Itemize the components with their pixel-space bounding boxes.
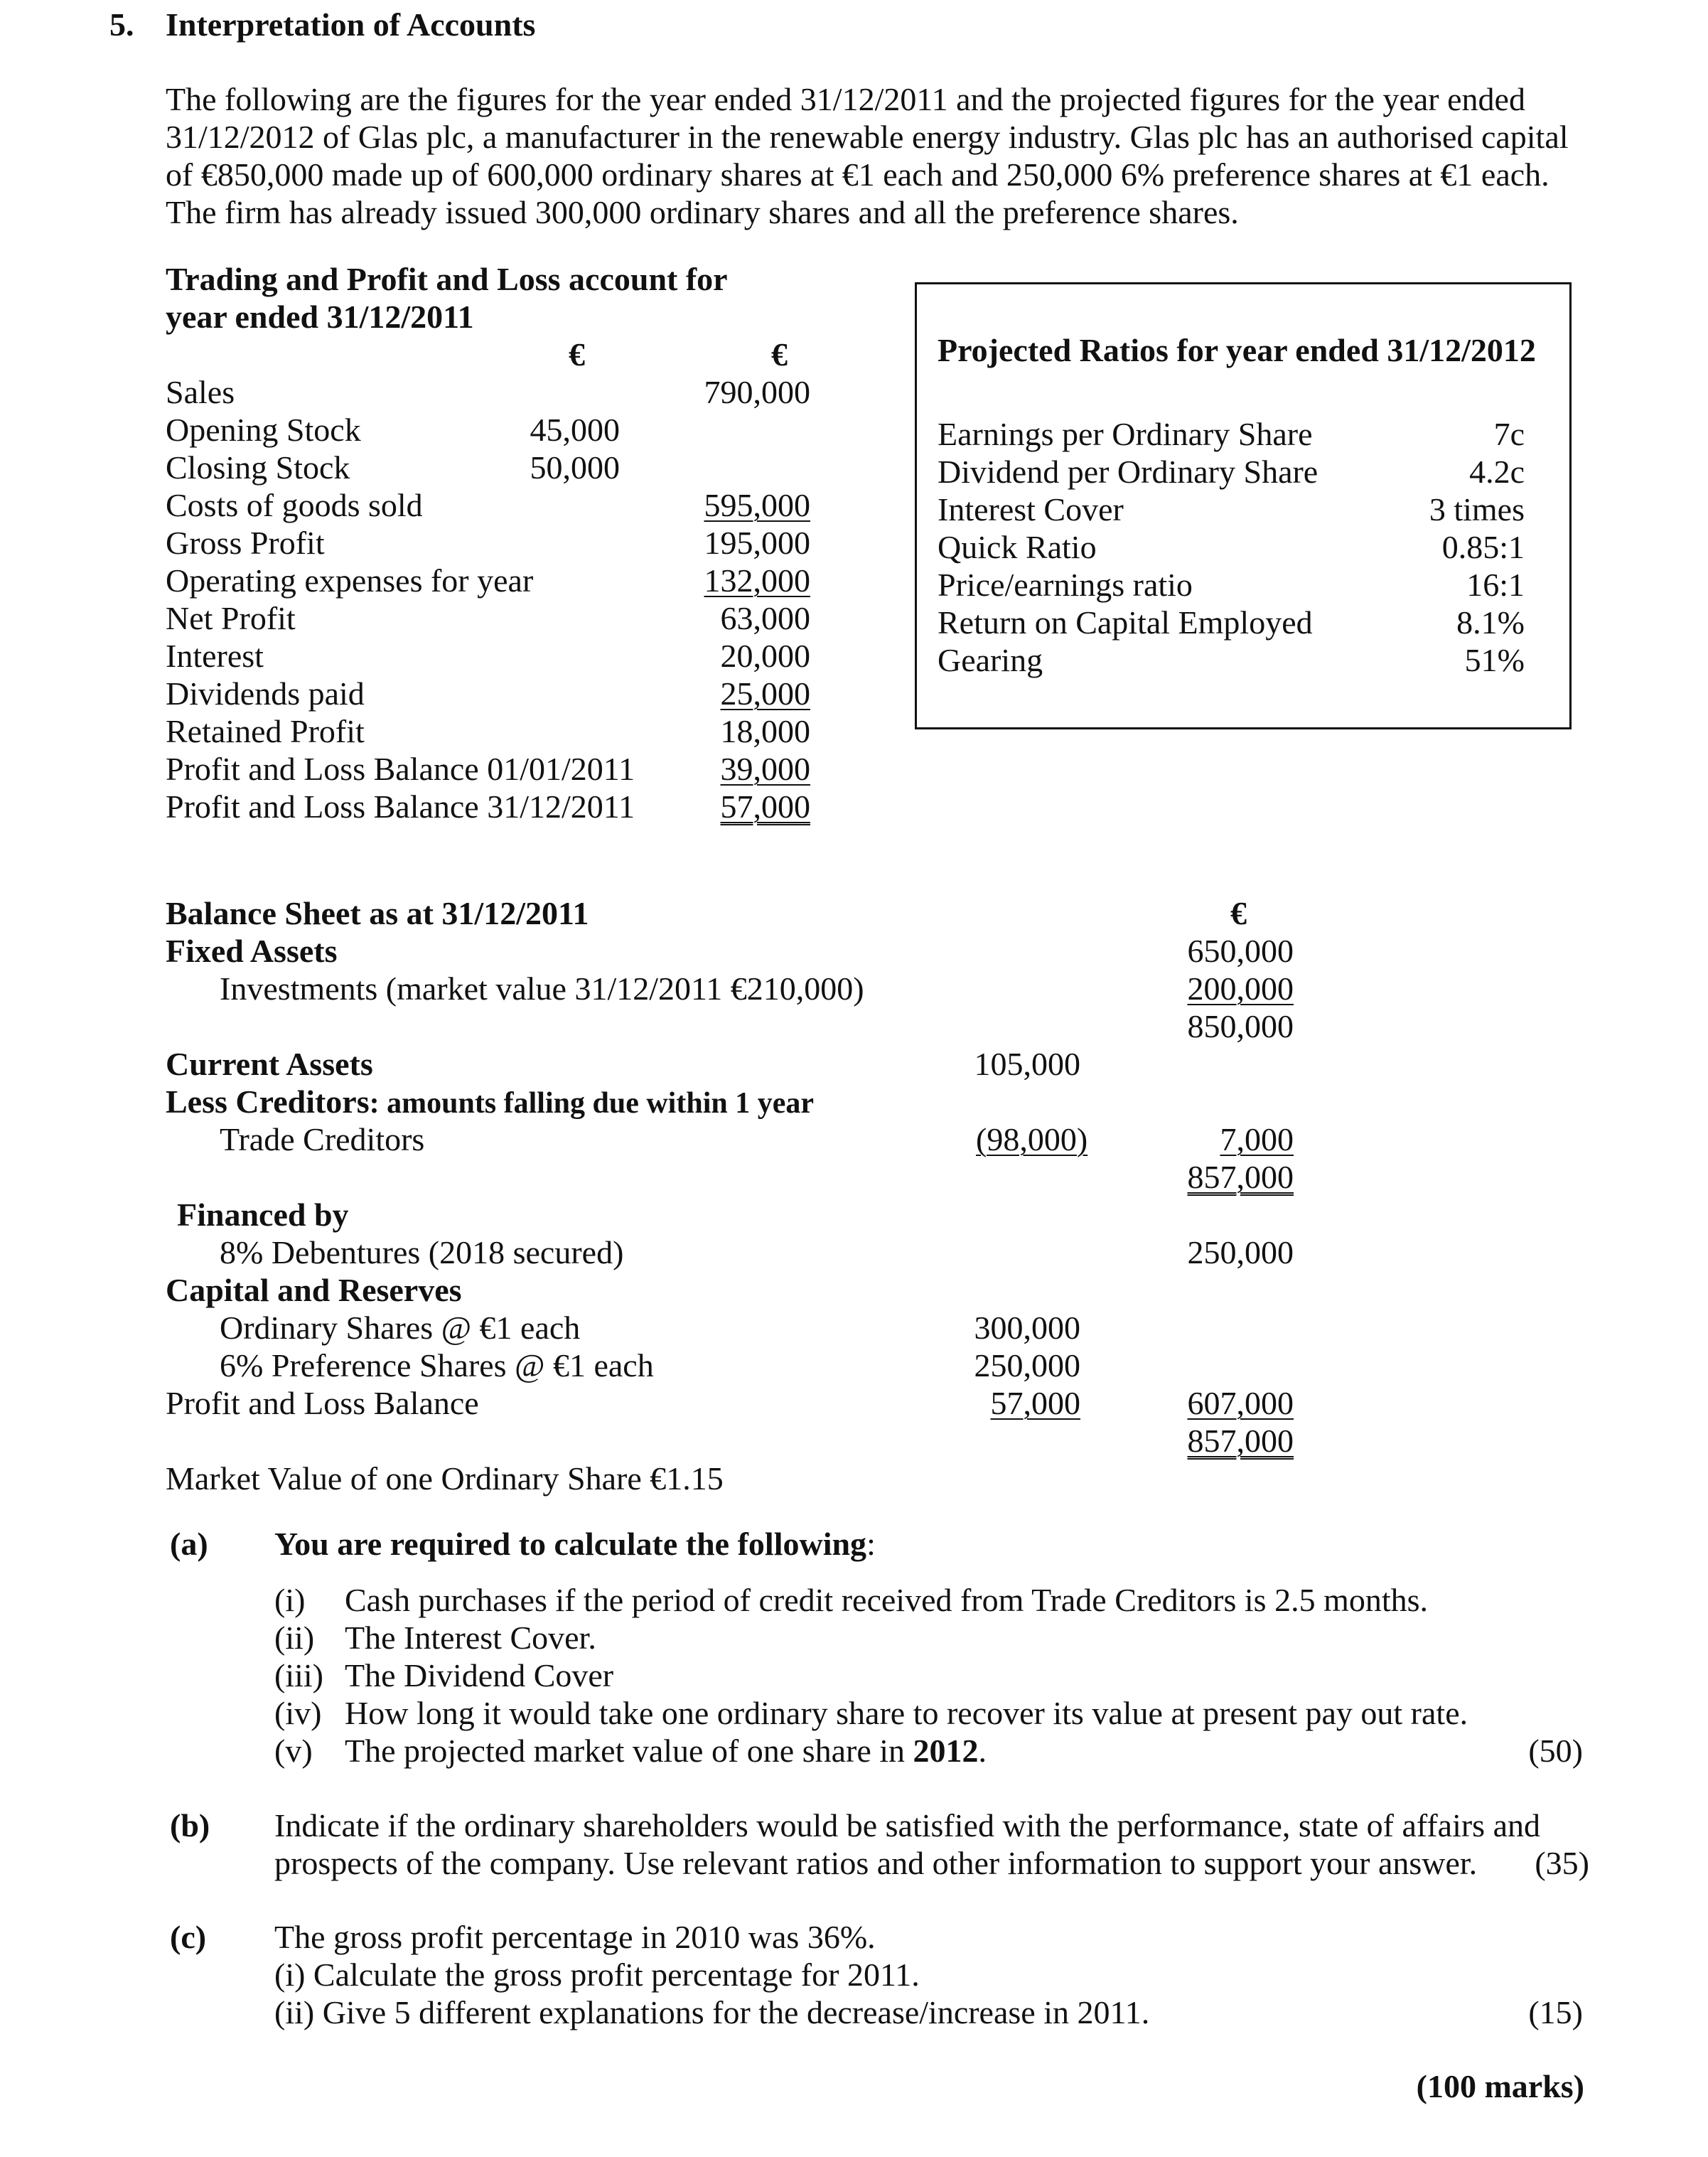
trading-row-value: 50,000 (530, 449, 620, 486)
part-a-item-text: How long it would take one ordinary share to recover its value at present pay out rate. (345, 1695, 1468, 1731)
trading-row-label: Operating expenses for year (166, 562, 534, 599)
fixed-subtotal: 850,000 (1187, 1008, 1294, 1044)
ratio-label: Price/earnings ratio (938, 567, 1193, 603)
ratio-label: Earnings per Ordinary Share (938, 416, 1313, 452)
part-a-item-text: The Dividend Cover (345, 1657, 614, 1693)
part-a-item-number: (ii) (274, 1620, 315, 1656)
trading-row-value (668, 753, 810, 786)
trading-row-value: 18,000 (720, 713, 810, 749)
trading-row-label: Gross Profit (166, 525, 325, 561)
ratio-label: Return on Capital Employed (938, 604, 1313, 641)
trading-row-label: Closing Stock (166, 449, 350, 486)
capital-reserves-label: Capital and Reserves (166, 1272, 462, 1308)
fixed-assets-value: 650,000 (1187, 933, 1294, 969)
debentures-label: 8% Debentures (2018 secured) (220, 1234, 624, 1270)
part-b-label: (b) (170, 1807, 210, 1843)
grand-total-cell (1151, 1425, 1294, 1457)
part-c-line-2: (i) Calculate the gross profit percentage for 2011. (274, 1957, 920, 1993)
trade-creditors-label: Trade Creditors (220, 1121, 425, 1157)
part-a-item-text-v (345, 1735, 987, 1767)
pl-balance-value-cell (938, 1387, 1080, 1420)
ratio-value: 7c (1493, 416, 1525, 452)
part-b-line-1: Indicate if the ordinary shareholders would be satisfied with the performance, state of affairs and (274, 1807, 1540, 1843)
trading-row-label: Net Profit (166, 600, 296, 636)
ratio-value: 51% (1464, 642, 1525, 678)
ratio-label: Interest Cover (938, 491, 1124, 528)
trading-pl-opening-value: 39,000 (720, 751, 810, 787)
part-c-line-1: The gross profit percentage in 2010 was 36%. (274, 1919, 876, 1955)
part-c-line-3: (ii) Give 5 different explanations for the decrease/increase in 2011. (274, 1994, 1150, 2030)
trading-row-value: 45,000 (530, 412, 620, 448)
ratio-value: 4.2c (1469, 454, 1525, 490)
trade-creditors-value-cell (976, 1123, 1087, 1156)
question-number: 5. (109, 6, 134, 43)
net-assets-total: 857,000 (1187, 1159, 1294, 1195)
part-c-label: (c) (170, 1919, 207, 1955)
trading-row-label: Profit and Loss Balance 31/12/2011 (166, 788, 635, 825)
trading-cogs-value: 595,000 (704, 487, 810, 523)
trading-row-value: 20,000 (720, 638, 810, 674)
ratio-value: 3 times (1429, 491, 1525, 528)
part-a-marks: (50) (1528, 1733, 1583, 1769)
intro-line-2: 31/12/2012 of Glas plc, a manufacturer in the renewable energy industry. Glas plc has an authorised capital (166, 119, 1569, 155)
pl-balance-label: Profit and Loss Balance (166, 1385, 479, 1421)
part-a-heading (274, 1528, 876, 1561)
total-marks: (100 marks) (1416, 2068, 1584, 2104)
ratio-value: 0.85:1 (1441, 529, 1525, 565)
ratio-value: 16:1 (1466, 567, 1525, 603)
current-assets-label: Current Assets (166, 1046, 373, 1082)
grand-total: 857,000 (1187, 1423, 1294, 1459)
part-a-item-text: The Interest Cover. (345, 1620, 596, 1656)
trading-row-value: 63,000 (720, 600, 810, 636)
part-a-item-v-year: 2012 (913, 1733, 979, 1769)
investments-value: 200,000 (1187, 970, 1294, 1007)
intro-line-1: The following are the figures for the year ended 31/12/2011 and the projected figures for the year ended (166, 81, 1525, 117)
part-a-item-number: (iv) (274, 1695, 322, 1731)
current-assets-value: 105,000 (974, 1046, 1080, 1082)
part-a-item-number: (iii) (274, 1657, 323, 1693)
trading-row-label: Costs of goods sold (166, 487, 423, 523)
part-b-line-2: prospects of the company. Use relevant ratios and other information to support your answer. (274, 1845, 1478, 1881)
pl-balance-value: 57,000 (990, 1385, 1080, 1421)
balance-title: Balance Sheet as at 31/12/2011 (166, 895, 589, 931)
trading-row-label: Profit and Loss Balance 01/01/2011 (166, 751, 635, 787)
trading-row-value: 195,000 (704, 525, 810, 561)
part-a-label: (a) (170, 1526, 208, 1562)
balance-currency: € (1230, 895, 1247, 931)
debentures-value: 250,000 (1187, 1234, 1294, 1270)
working-capital-cell (1151, 1123, 1294, 1156)
trading-pl-closing-value: 57,000 (720, 788, 810, 825)
trading-title-line-2: year ended 31/12/2011 (166, 299, 474, 335)
trading-row-label: Interest (166, 638, 264, 674)
ratio-label: Gearing (938, 642, 1043, 678)
question-title: Interpretation of Accounts (166, 6, 536, 43)
preference-shares-label: 6% Preference Shares @ €1 each (220, 1347, 654, 1383)
financed-by-label: Financed by (177, 1197, 349, 1233)
part-a-item-text: Cash purchases if the period of credit received from Trade Creditors is 2.5 months. (345, 1582, 1429, 1618)
ratios-title: Projected Ratios for year ended 31/12/2012 (938, 332, 1536, 368)
trading-row-label: Sales (166, 374, 235, 410)
ratio-label: Quick Ratio (938, 529, 1097, 565)
trading-row-label: Dividends paid (166, 675, 365, 712)
ordinary-shares-value: 300,000 (974, 1310, 1080, 1346)
part-a-item-number: (v) (274, 1733, 313, 1769)
part-c-marks: (15) (1528, 1994, 1583, 2030)
trading-row-value (668, 489, 810, 522)
trading-row-label: Opening Stock (166, 412, 361, 448)
trading-row-value: 790,000 (704, 374, 810, 410)
capital-total: 607,000 (1187, 1385, 1294, 1421)
net-assets-total-cell (1151, 1161, 1294, 1194)
part-a-heading-text: You are required to calculate the following (274, 1526, 867, 1562)
working-capital-value: 7,000 (1220, 1121, 1294, 1157)
trading-currency-col1: € (569, 336, 585, 373)
fixed-assets-label: Fixed Assets (166, 933, 338, 969)
trading-currency-col2: € (771, 336, 788, 373)
trading-opex-value: 132,000 (704, 562, 810, 599)
investments-label: Investments (market value 31/12/2011 €210,000) (220, 970, 864, 1007)
preference-shares-value: 250,000 (974, 1347, 1080, 1383)
trading-row-value (668, 675, 810, 712)
less-creditors-label (166, 1083, 815, 1120)
trading-row-value (668, 788, 810, 825)
trading-dividends-value: 25,000 (720, 675, 810, 712)
intro-line-3: of €850,000 made up of 600,000 ordinary shares at €1 each and 250,000 6% preference shares at €1 each. (166, 156, 1549, 193)
part-a-item-v-text: The projected market value of one share in (345, 1733, 913, 1769)
ordinary-shares-label: Ordinary Shares @ €1 each (220, 1310, 581, 1346)
intro-line-4: The firm has already issued 300,000 ordinary shares and all the preference shares. (166, 194, 1239, 230)
part-a-heading-colon: : (866, 1526, 876, 1562)
less-creditors-rest: : amounts falling due within 1 year (369, 1087, 815, 1120)
part-b-marks: (35) (1535, 1845, 1589, 1881)
trade-creditors-value: (98,000) (976, 1121, 1088, 1157)
ratio-label: Dividend per Ordinary Share (938, 454, 1318, 490)
trading-row-value (668, 564, 810, 597)
part-a-item-v-end: . (978, 1733, 987, 1769)
market-value-note: Market Value of one Ordinary Share €1.15 (166, 1460, 724, 1497)
investments-value-cell (1151, 970, 1294, 1007)
trading-row-label: Retained Profit (166, 713, 365, 749)
ratio-value: 8.1% (1456, 604, 1525, 641)
capital-total-cell (1151, 1387, 1294, 1420)
trading-title-line-1: Trading and Profit and Loss account for (166, 261, 728, 297)
part-a-item-number: (i) (274, 1582, 306, 1618)
less-creditors-bold: Less Creditors (166, 1083, 370, 1120)
